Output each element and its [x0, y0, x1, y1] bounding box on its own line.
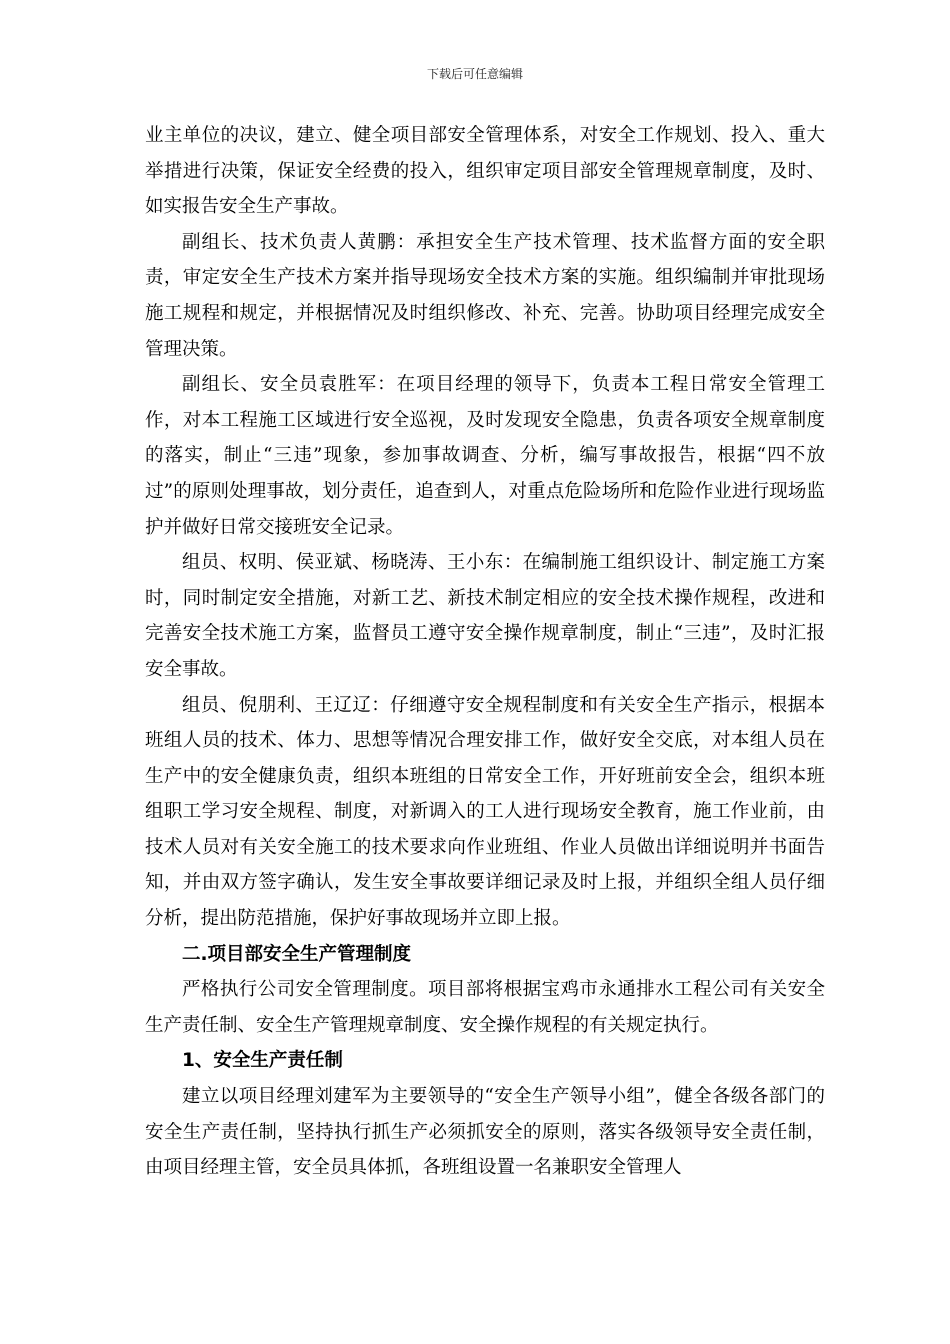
paragraph-deputy-leader-tech: 副组长、技术负责人黄鹏：承担安全生产技术管理、技术监督方面的安全职责，审定安全生产技术方案并指导现场安全技术方案的实施。组织编制并审批现场施工规程和规定，并根据情况及时组织修改、补充、完善。协助项目经理完成安全管理决策。 [145, 231, 825, 360]
paragraph-leadership-group: 建立以项目经理刘建军为主要领导的“安全生产领导小组”，健全各级各部门的安全生产责任制，坚持执行抓生产必须抓安全的原则，落实各级领导安全责任制，由项目经理主管，安全员具体抓，各班组设置一名兼职安全管理人 [145, 1086, 825, 1179]
section-heading-management-system: 二.项目部安全生产管理制度 [182, 943, 412, 965]
paragraph-deputy-leader-safety: 副组长、安全员袁胜军：在项目经理的领导下，负责本工程日常安全管理工作，对本工程施工区域进行安全巡视，及时发现安全隐患，负责各项安全规章制度的落实，制止“三违”现象，参加事故调查、分析，编写事故报告，根据“四不放过”的原则处理事故，划分责任，追查到人，对重点危险场所和危险作业进行现场监护并做好日常交接班安全记录。 [145, 374, 825, 538]
paragraph-continuation: 业主单位的决议，建立、健全项目部安全管理体系，对安全工作规划、投入、重大举措进行决策，保证安全经费的投入，组织审定项目部安全管理规章制度，及时、如实报告安全生产事故。 [145, 125, 825, 218]
paragraph-members-team: 组员、倪朋利、王辽辽：仔细遵守安全规程制度和有关安全生产指示，根据本班组人员的技术、体力、思想等情况合理安排工作，做好安全交底，对本组人员在生产中的安全健康负责，组织本班组的日常安全工作，开好班前安全会，组织本班组职工学习安全规程、制度，对新调入的工人进行现场安全教育，施工作业前，由技术人员对有关安全施工的技术要求向作业班组、作业人员做出详细说明并书面告知，并由双方签字确认，发生安全事故要详细记录及时上报，并组织全组人员仔细分析，提出防范措施，保护好事故现场并立即上报。 [145, 694, 825, 930]
subsection-heading-responsibility: 1、安全生产责任制 [182, 1050, 343, 1072]
paragraph-company-rules: 严格执行公司安全管理制度。项目部将根据宝鸡市永通排水工程公司有关安全生产责任制、安全生产管理规章制度、安全操作规程的有关规定执行。 [145, 979, 825, 1036]
paragraph-members-technical: 组员、权明、侯亚斌、杨晓涛、王小东：在编制施工组织设计、制定施工方案时，同时制定安全措施，对新工艺、新技术制定相应的安全技术操作规程，改进和完善安全技术施工方案，监督员工遵守安全操作规章制度，制止“三违”，及时汇报安全事故。 [145, 552, 825, 680]
document-body [145, 118, 825, 1186]
page-header: 下载后可任意编辑 [426, 67, 523, 81]
